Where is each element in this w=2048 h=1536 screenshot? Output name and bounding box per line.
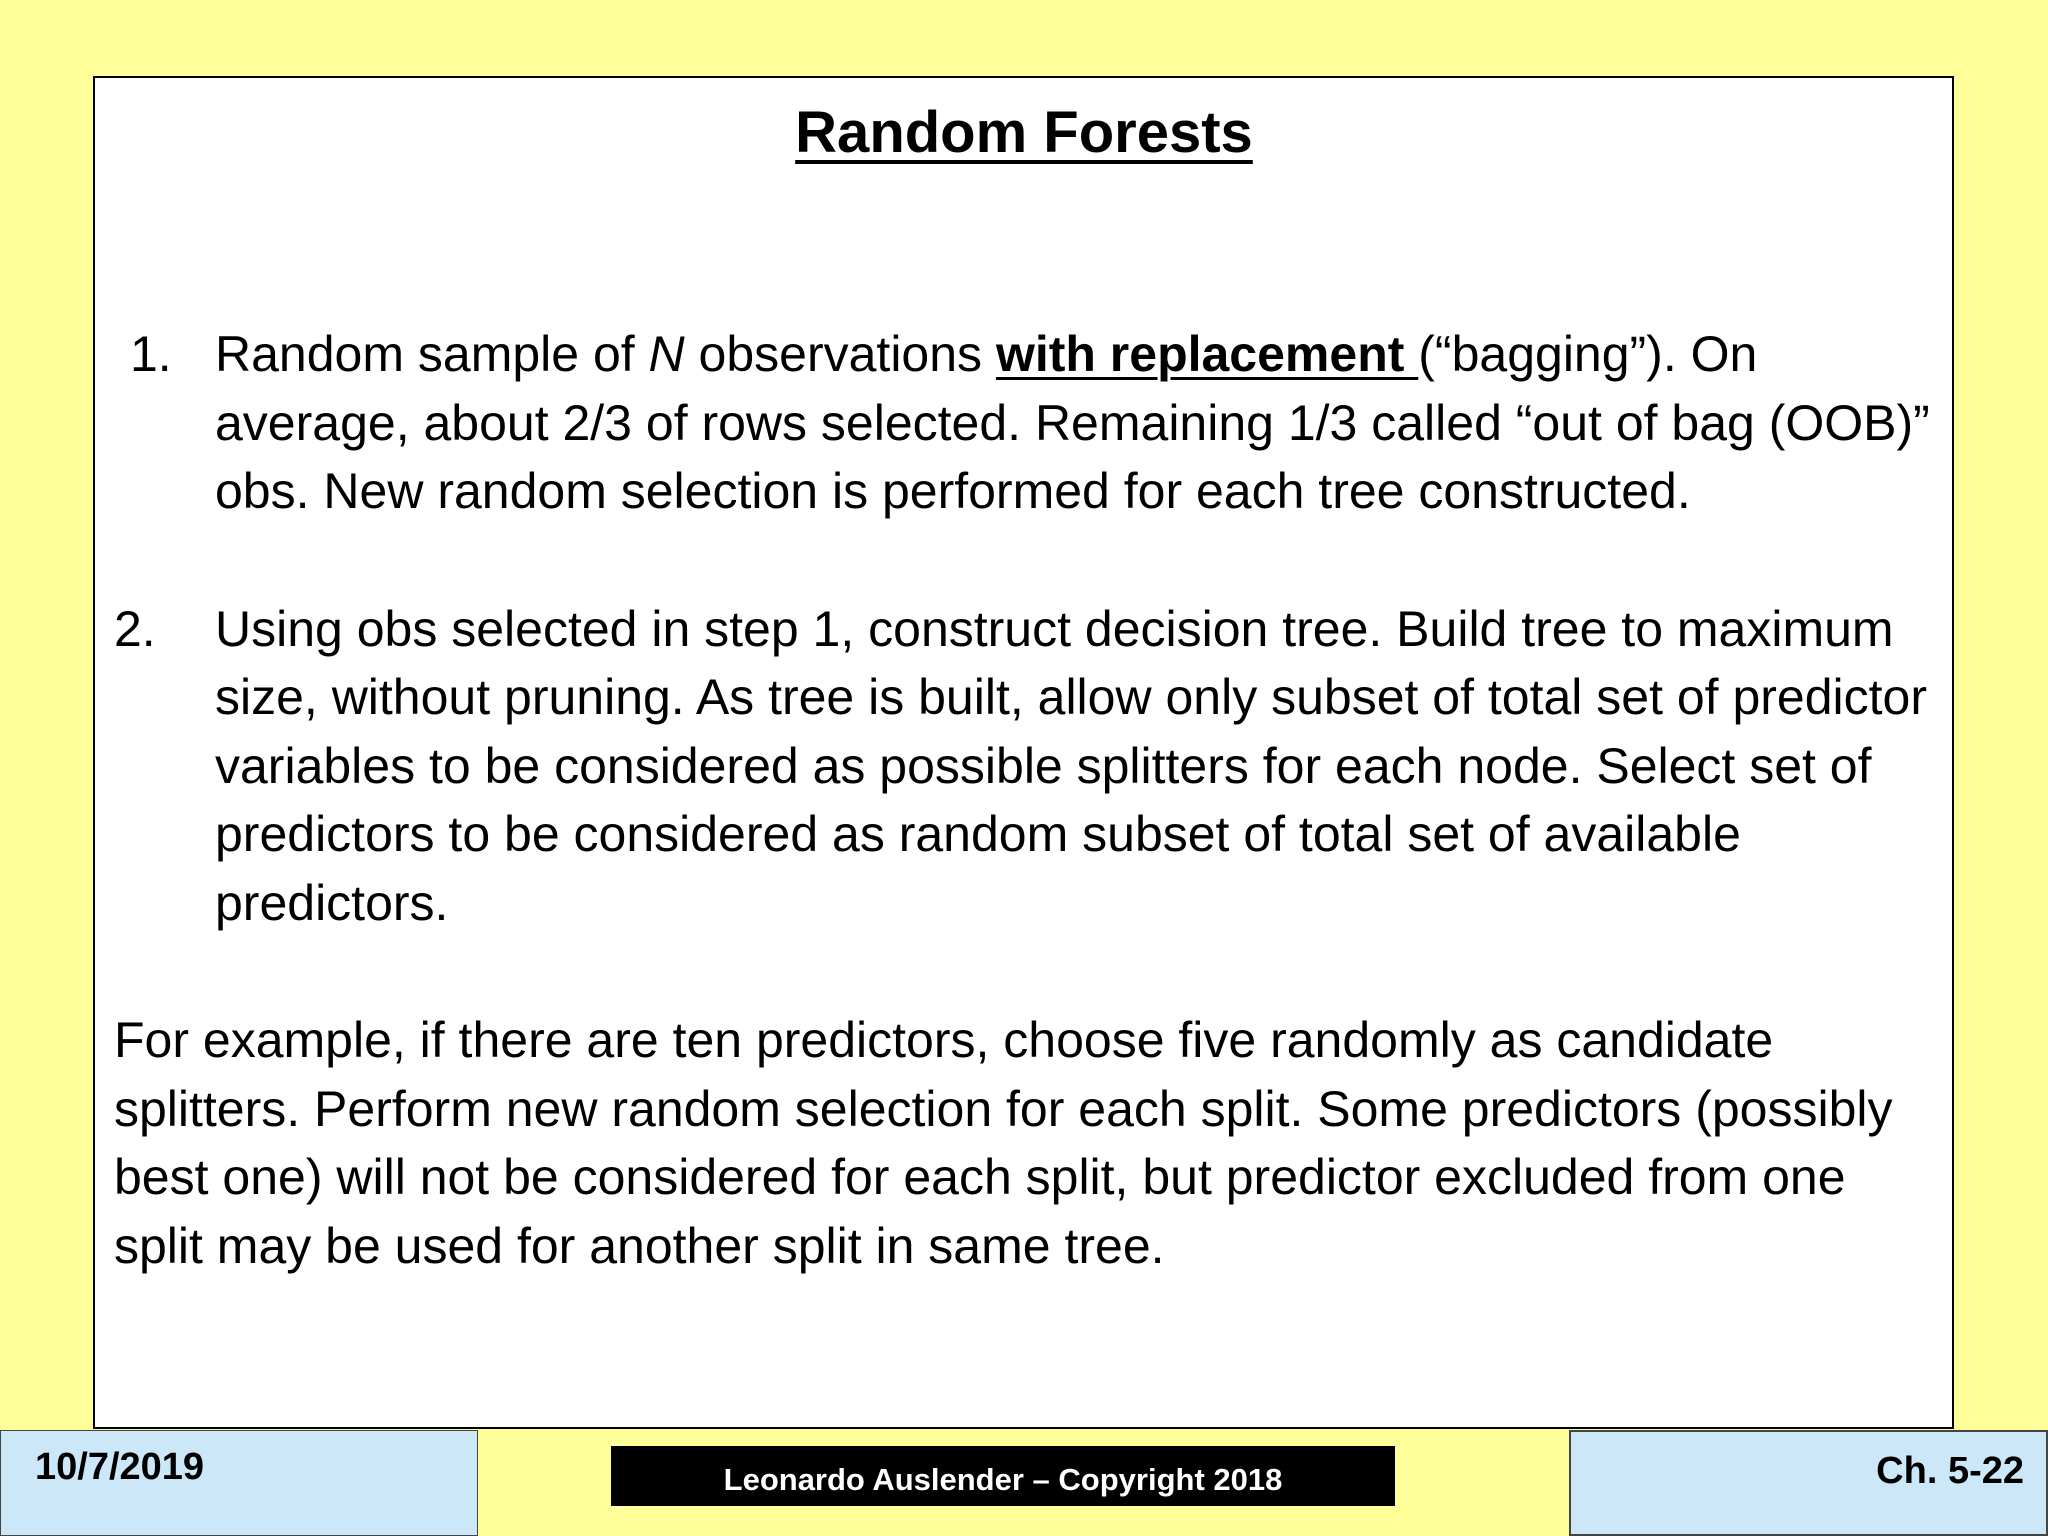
item1-italic-n: N <box>648 326 685 382</box>
item1-text-mid: observations <box>684 326 996 382</box>
item1-text-after: (“bagging”). On average, about 2/3 of rows selected. Remaining 1/3 called “out of bag (OOB)” obs. New random selection is performed for each tree constructed. <box>215 326 1930 519</box>
slide-body <box>114 320 1934 1280</box>
item2-text: Using obs selected in step 1, construct decision tree. Build tree to maximum size, without pruning. As tree is built, allow only subset of total set of predictor variables to be considered as possible splitters for each node. Select set of predictors to be considered as random subset of total set of available predictors. <box>215 600 1927 931</box>
item1-text-before: Random sample of <box>215 326 649 382</box>
example-paragraph: For example, if there are ten predictors, choose five randomly as candidate splitters. Perform new random selection for each split. Some predictors (possibly best one) will not be considered for each split, but predictor excluded from one split may be used for another split in same tree. <box>114 1012 1893 1274</box>
list-item-1 <box>114 320 1934 526</box>
list-number-1: 1. <box>130 326 172 382</box>
footer-page-box <box>1569 1430 2048 1536</box>
footer-copyright: Leonardo Auslender – Copyright 2018 <box>723 1462 1283 1497</box>
spacer <box>114 937 1934 1006</box>
footer-date: 10/7/2019 <box>35 1446 205 1488</box>
slide-title: Random Forests <box>795 100 1253 165</box>
item1-emphasis: with replacement <box>995 326 1419 382</box>
spacer <box>114 526 1934 595</box>
footer-copyright-box <box>611 1446 1395 1506</box>
footer-page-number: Ch. 5-22 <box>1876 1450 2024 1492</box>
footer-date-box <box>0 1430 478 1536</box>
list-number-2: 2. <box>114 600 156 657</box>
list-item-2 <box>114 595 1934 938</box>
